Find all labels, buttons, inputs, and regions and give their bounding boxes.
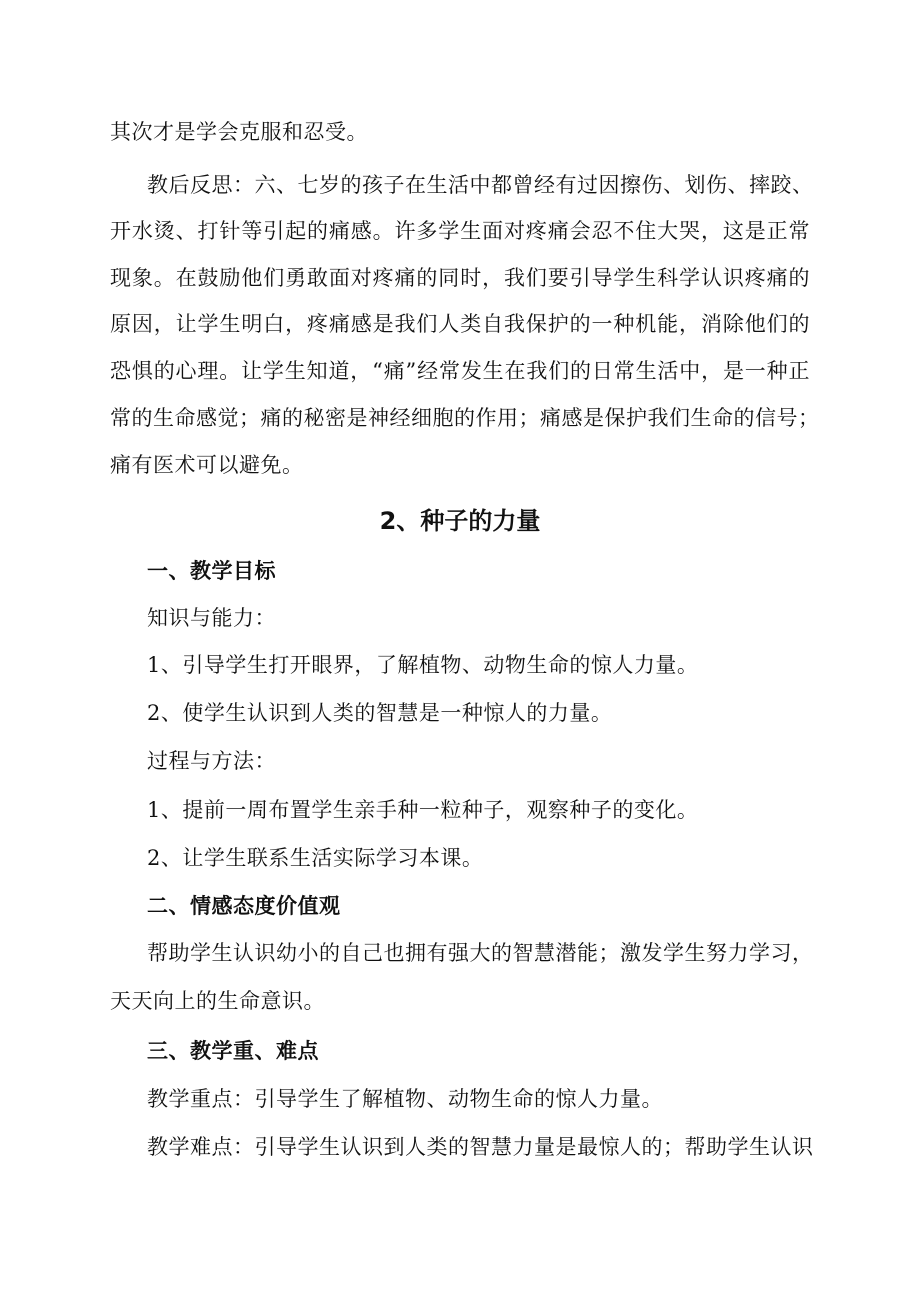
knowledge-item-2: 2、使学生认识到人类的智慧是一种惊人的力量。: [147, 701, 613, 725]
reflection-line-3: 现象。在鼓励他们勇敢面对疼痛的同时，我们要引导学生科学认识疼痛的: [110, 266, 810, 290]
section-heading-goals: 一、教学目标: [147, 558, 276, 583]
lesson-title: 2、种子的力量: [379, 507, 541, 535]
values-line-1: 帮助学生认识幼小的自己也拥有强大的智慧潜能；激发学生努力学习，: [147, 941, 814, 965]
reflection-line-5: 恐惧的心理。让学生知道，“痛”经常发生在我们的日常生活中，是一种正: [110, 359, 810, 383]
section-heading-keypoints: 三、教学重、难点: [147, 1038, 319, 1063]
reflection-line-6: 常的生命感觉；痛的秘密是神经细胞的作用；痛感是保护我们生命的信号；: [110, 406, 820, 430]
knowledge-item-1: 1、引导学生打开眼界，了解植物、动物生命的惊人力量。: [147, 653, 699, 677]
key-point: 教学重点：引导学生了解植物、动物生命的惊人力量。: [147, 1087, 663, 1111]
section-heading-values: 二、情感态度价值观: [147, 893, 341, 918]
difficult-point: 教学难点：引导学生认识到人类的智慧力量是最惊人的；帮助学生认识: [147, 1135, 814, 1159]
values-line-2: 天天向上的生命意识。: [110, 989, 325, 1013]
reflection-line-7: 痛有医术可以避免。: [110, 453, 304, 477]
reflection-line-2: 开水烫、打针等引起的痛感。许多学生面对疼痛会忍不住大哭，这是正常: [110, 219, 810, 243]
knowledge-label: 知识与能力：: [147, 606, 276, 630]
reflection-line-4: 原因，让学生明白，疼痛感是我们人类自我保护的一种机能，消除他们的: [110, 312, 810, 336]
reflection-line-1: 教后反思：六、七岁的孩子在生活中都曾经有过因擦伤、划伤、摔跤、: [147, 173, 814, 197]
reflection-continuation: 其次才是学会克服和忍受。: [110, 120, 368, 144]
process-label: 过程与方法：: [147, 749, 276, 773]
process-item-2: 2、让学生联系生活实际学习本课。: [147, 846, 484, 870]
process-item-1: 1、提前一周布置学生亲手种一粒种子，观察种子的变化。: [147, 798, 699, 822]
